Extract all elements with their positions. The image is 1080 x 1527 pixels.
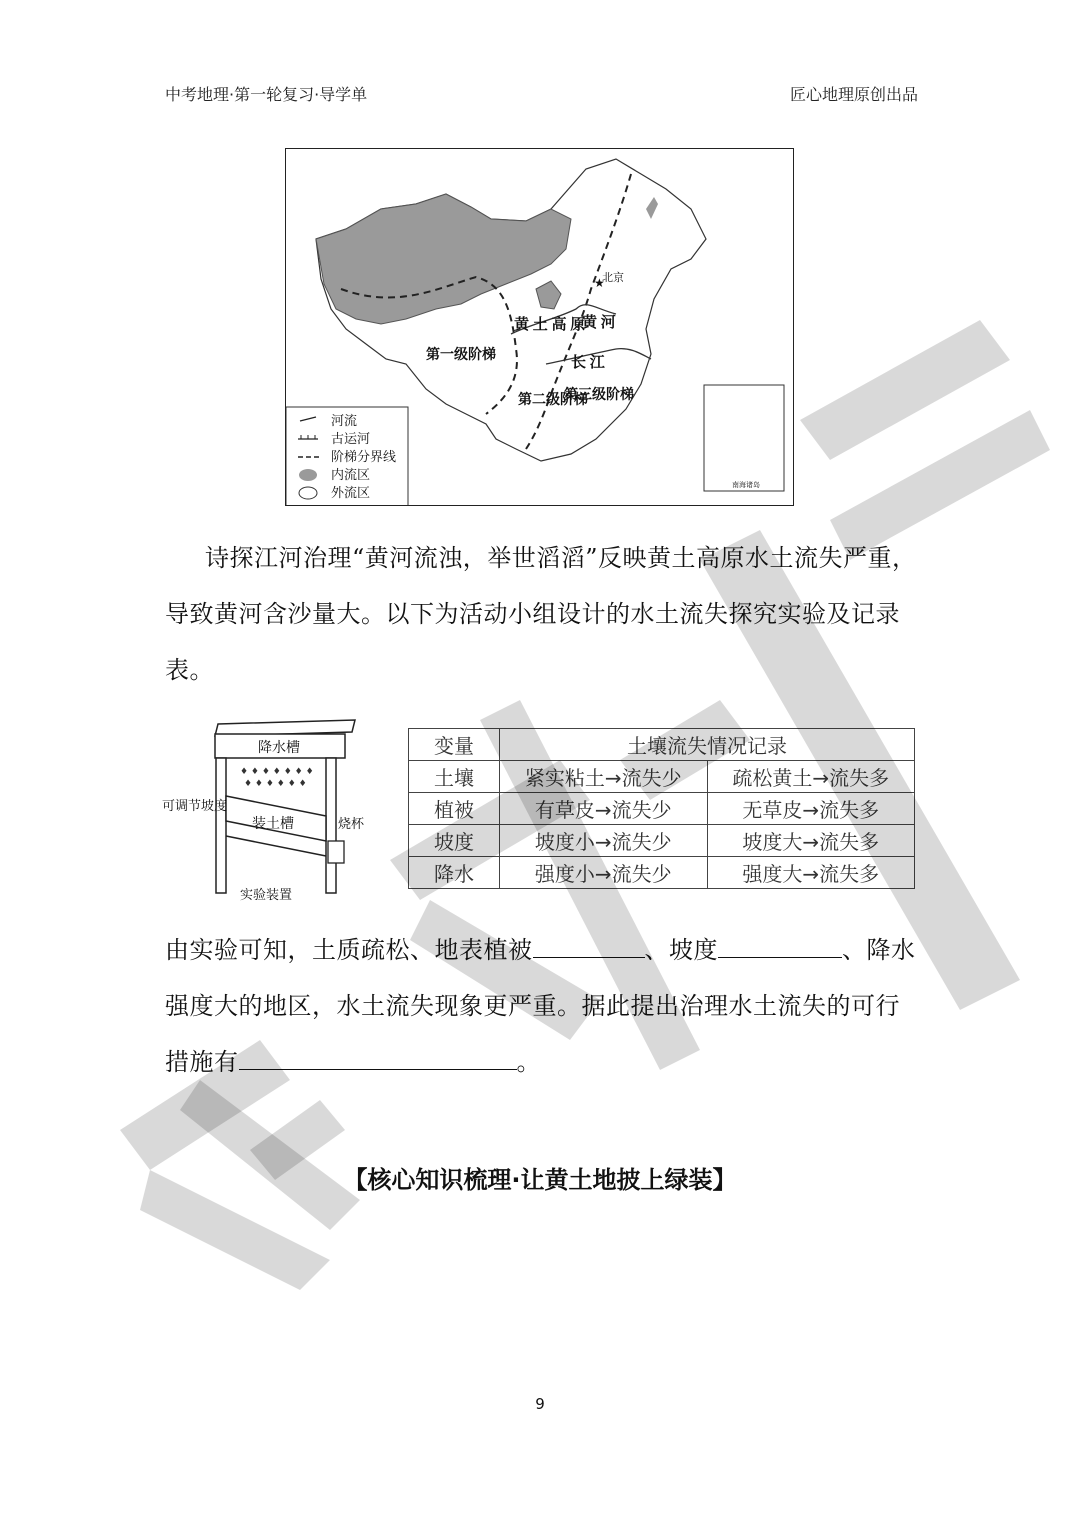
map-label-beijing: 北京: [602, 272, 624, 284]
map-label-yellow-river: 黄 河: [582, 315, 616, 331]
table-cell: 坡度大→流失多: [707, 825, 915, 857]
table-cell: 疏松黄土→流失多: [707, 761, 915, 793]
legend-boundary: 阶梯分界线: [331, 449, 397, 464]
conclusion-part2: 、坡度: [644, 936, 718, 964]
conclusion-part3: 、降水强度大的地区，水土流失现象更严重。据此提出治理水土流失的可行措施有: [165, 936, 916, 1076]
table-row: [409, 857, 915, 889]
table-cell: 强度小→流失少: [500, 857, 708, 889]
legend-exterior: 外流区: [331, 485, 371, 500]
blank-vegetation[interactable]: [533, 931, 645, 958]
table-cell: 坡度小→流失少: [500, 825, 708, 857]
slope-label: 可调节坡度: [162, 798, 228, 813]
table-row: [409, 761, 915, 793]
table-cell: 强度大→流失多: [707, 857, 915, 889]
apparatus-caption: 实验装置: [240, 887, 293, 902]
blank-measures[interactable]: [239, 1043, 517, 1070]
section-title: 【核心知识梳理·让黄土地披上绿装】: [343, 1166, 737, 1194]
map-label-step3: 第三级阶梯: [564, 388, 634, 403]
record-table: [408, 728, 915, 889]
legend-canal: 古运河: [331, 431, 371, 446]
page-number: 9: [535, 1395, 545, 1413]
blank-slope[interactable]: [718, 931, 842, 958]
table-cell: 降水: [409, 857, 500, 889]
china-terrain-map: [285, 148, 794, 506]
table-cell: 植被: [409, 793, 500, 825]
map-label-yangtze: 长 江: [571, 355, 605, 371]
table-header-record: 土壤流失情况记录: [500, 729, 915, 761]
table-cell: 无草皮→流失多: [707, 793, 915, 825]
legend-interior: 内流区: [331, 467, 371, 482]
map-inset-label: 南海诸岛: [732, 481, 760, 489]
beaker-label: 烧杯: [338, 816, 365, 831]
conclusion-part1: 由实验可知，土质疏松、地表植被: [165, 936, 533, 964]
legend-river: 河流: [331, 413, 358, 428]
table-cell: 紧实粘土→流失少: [500, 761, 708, 793]
map-label-loess: 黄 土 高 原: [514, 317, 586, 333]
conclusion-part4: 。: [516, 1048, 541, 1076]
table-cell: 坡度: [409, 825, 500, 857]
rain-tank-label: 降水槽: [258, 741, 300, 756]
table-cell: 土壤: [409, 761, 500, 793]
header-left: 中考地理·第一轮复习·导学单: [165, 85, 368, 104]
soil-tank-label: 装土槽: [252, 817, 294, 832]
table-header-var: 变量: [409, 729, 500, 761]
experiment-apparatus: [160, 716, 390, 906]
svg-text:♦ ♦ ♦ ♦ ♦ ♦: ♦ ♦ ♦ ♦ ♦ ♦: [244, 779, 307, 789]
table-header-row: [409, 729, 915, 761]
header-right: 匠心地理原创出品: [789, 85, 918, 104]
table-row: [409, 793, 915, 825]
paragraph-intro: 诗探江河治理“黄河流浊，举世滔滔”反映黄土高原水土流失严重，导致黄河含沙量大。以下为活动小组设计的水土流失探究实验及记录表。: [165, 544, 917, 684]
map-label-step1: 第一级阶梯: [426, 348, 496, 363]
map-label-step2: 第二级阶梯: [518, 393, 588, 408]
table-row: [409, 825, 915, 857]
svg-text:★: ★: [594, 276, 605, 290]
svg-text:♦ ♦ ♦ ♦ ♦ ♦ ♦: ♦ ♦ ♦ ♦ ♦ ♦ ♦: [240, 767, 314, 777]
paragraph-conclusion: [165, 922, 917, 1090]
table-cell: 有草皮→流失少: [500, 793, 708, 825]
